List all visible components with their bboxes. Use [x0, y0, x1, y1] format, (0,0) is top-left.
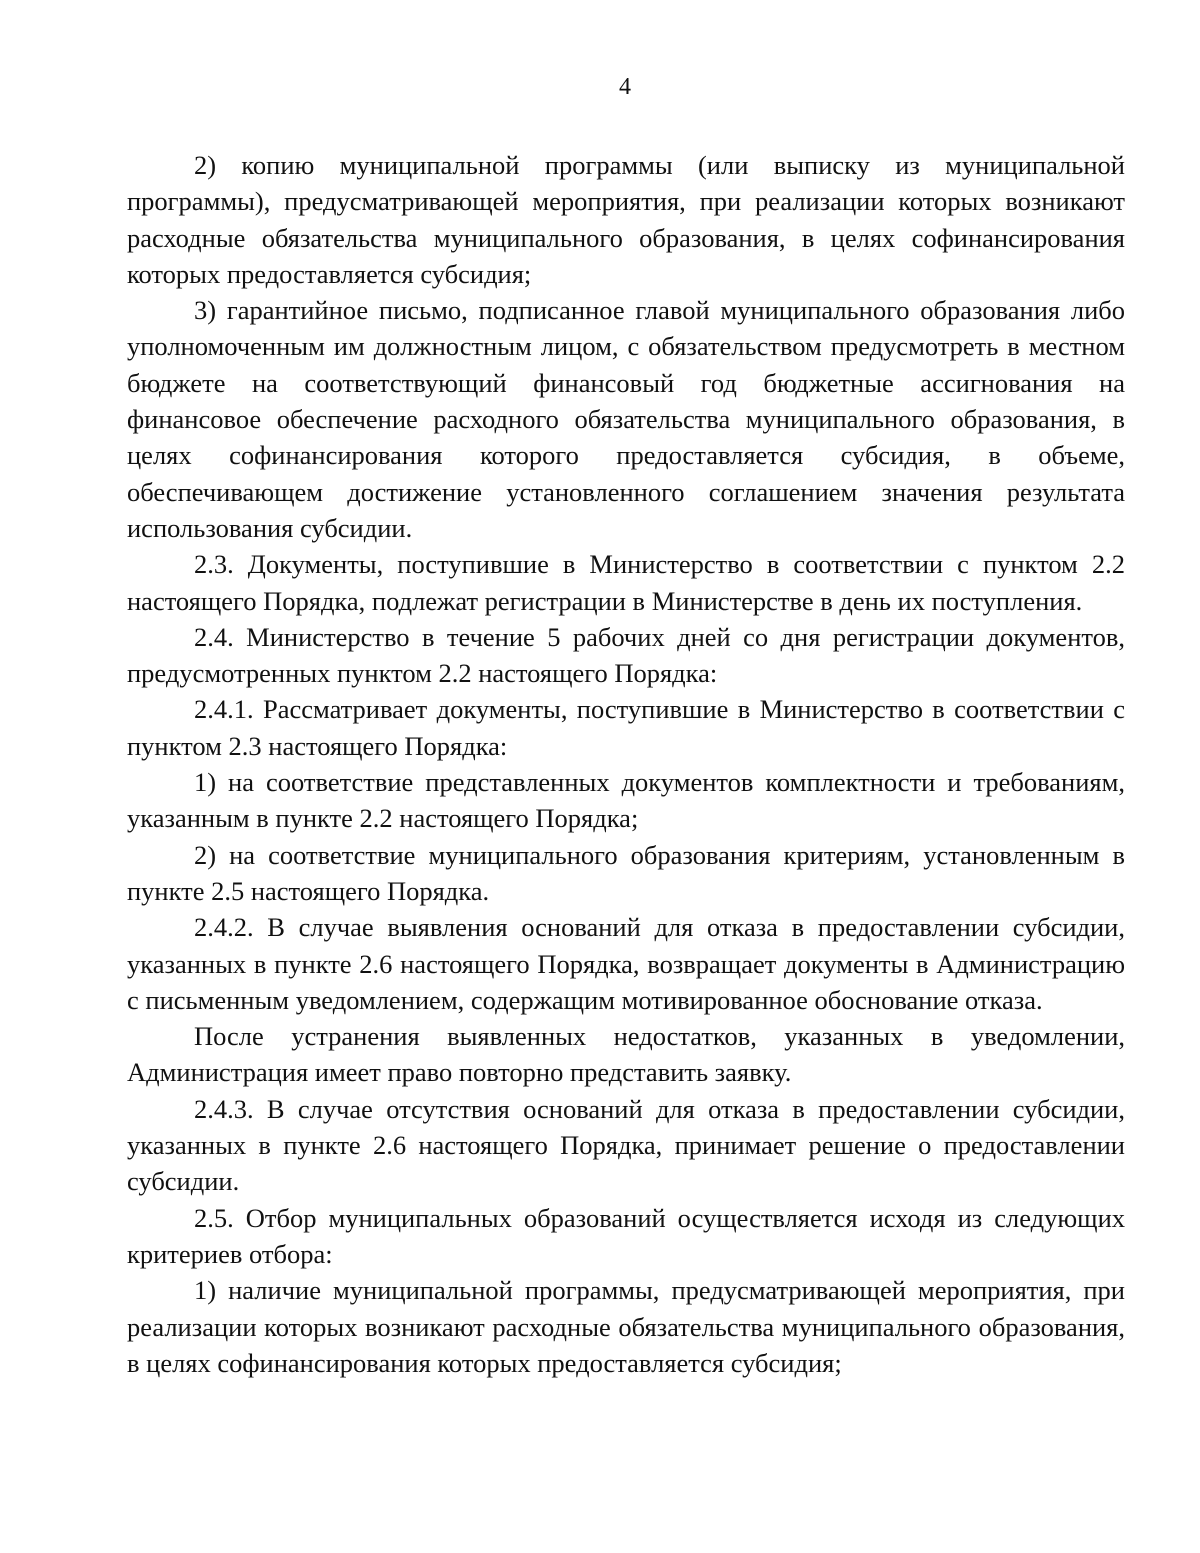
- page-number: 4: [619, 74, 631, 100]
- paragraph-item-2-program-copy: 2) копию муниципальной программы (или выписку из муниципальной программы), предусматривающей мероприятия, при реализации которых возникают расходные обязательства муниципального образования, в целях софинансирования которых предоставляется субсидия;: [127, 150, 1125, 289]
- paragraph-2-5-item-1: 1) наличие муниципальной программы, предусматривающей мероприятия, при реализации которых возникают расходные обязательства муниципального образования, в целях софинансирования которых предоставляется субсидия;: [127, 1275, 1125, 1378]
- paragraph-2-4-2: 2.4.2. В случае выявления оснований для отказа в предоставлении субсидии, указанных в пункте 2.6 настоящего Порядка, возвращает документы в Администрацию с письменным уведомлением, содержащим мотивированное обоснование отказа.: [127, 912, 1125, 1015]
- paragraph-2-4: 2.4. Министерство в течение 5 рабочих дней со дня регистрации документов, предусмотренных пунктом 2.2 настоящего Порядка:: [127, 621, 1125, 689]
- paragraph-2-5: 2.5. Отбор муниципальных образований осуществляется исходя из следующих критериев отбора:: [127, 1202, 1125, 1269]
- paragraph-item-3-guarantee-letter: 3) гарантийное письмо, подписанное главой муниципального образования либо уполномоченным им должностным лицом, с обязательством предусмотреть в местном бюджете на соответствующий финансовый год бюджетные ассигнования на финансовое обеспечение расходного обязательства муниципального образования, в целях софинансирования которого предоставляется субсидия, в объеме, обеспечивающем достижение установленного соглашением значения результата использования субсидии.: [127, 295, 1125, 543]
- document-body: [127, 147, 1125, 1381]
- paragraph-2-3: 2.3. Документы, поступившие в Министерство в соответствии с пунктом 2.2 настоящего Порядка, подлежат регистрации в Министерстве в день их поступления.: [127, 549, 1125, 616]
- paragraph-2-4-1: 2.4.1. Рассматривает документы, поступившие в Министерство в соответствии с пунктом 2.3 настоящего Порядка:: [127, 694, 1125, 761]
- paragraph-2-4-3: 2.4.3. В случае отсутствия оснований для отказа в предоставлении субсидии, указанных в пункте 2.6 настоящего Порядка, принимает решение о предоставлении субсидии.: [127, 1093, 1125, 1197]
- paragraph-2-4-1-item-1: 1) на соответствие представленных документов комплектности и требованиям, указанным в пункте 2.2 настоящего Порядка;: [127, 767, 1125, 834]
- paragraph-resubmission: После устранения выявленных недостатков, указанных в уведомлении, Администрация имеет право повторно представить заявку.: [127, 1021, 1125, 1088]
- paragraph-2-4-1-item-2: 2) на соответствие муниципального образования критериям, установленным в пункте 2.5 настоящего Порядка.: [127, 839, 1125, 906]
